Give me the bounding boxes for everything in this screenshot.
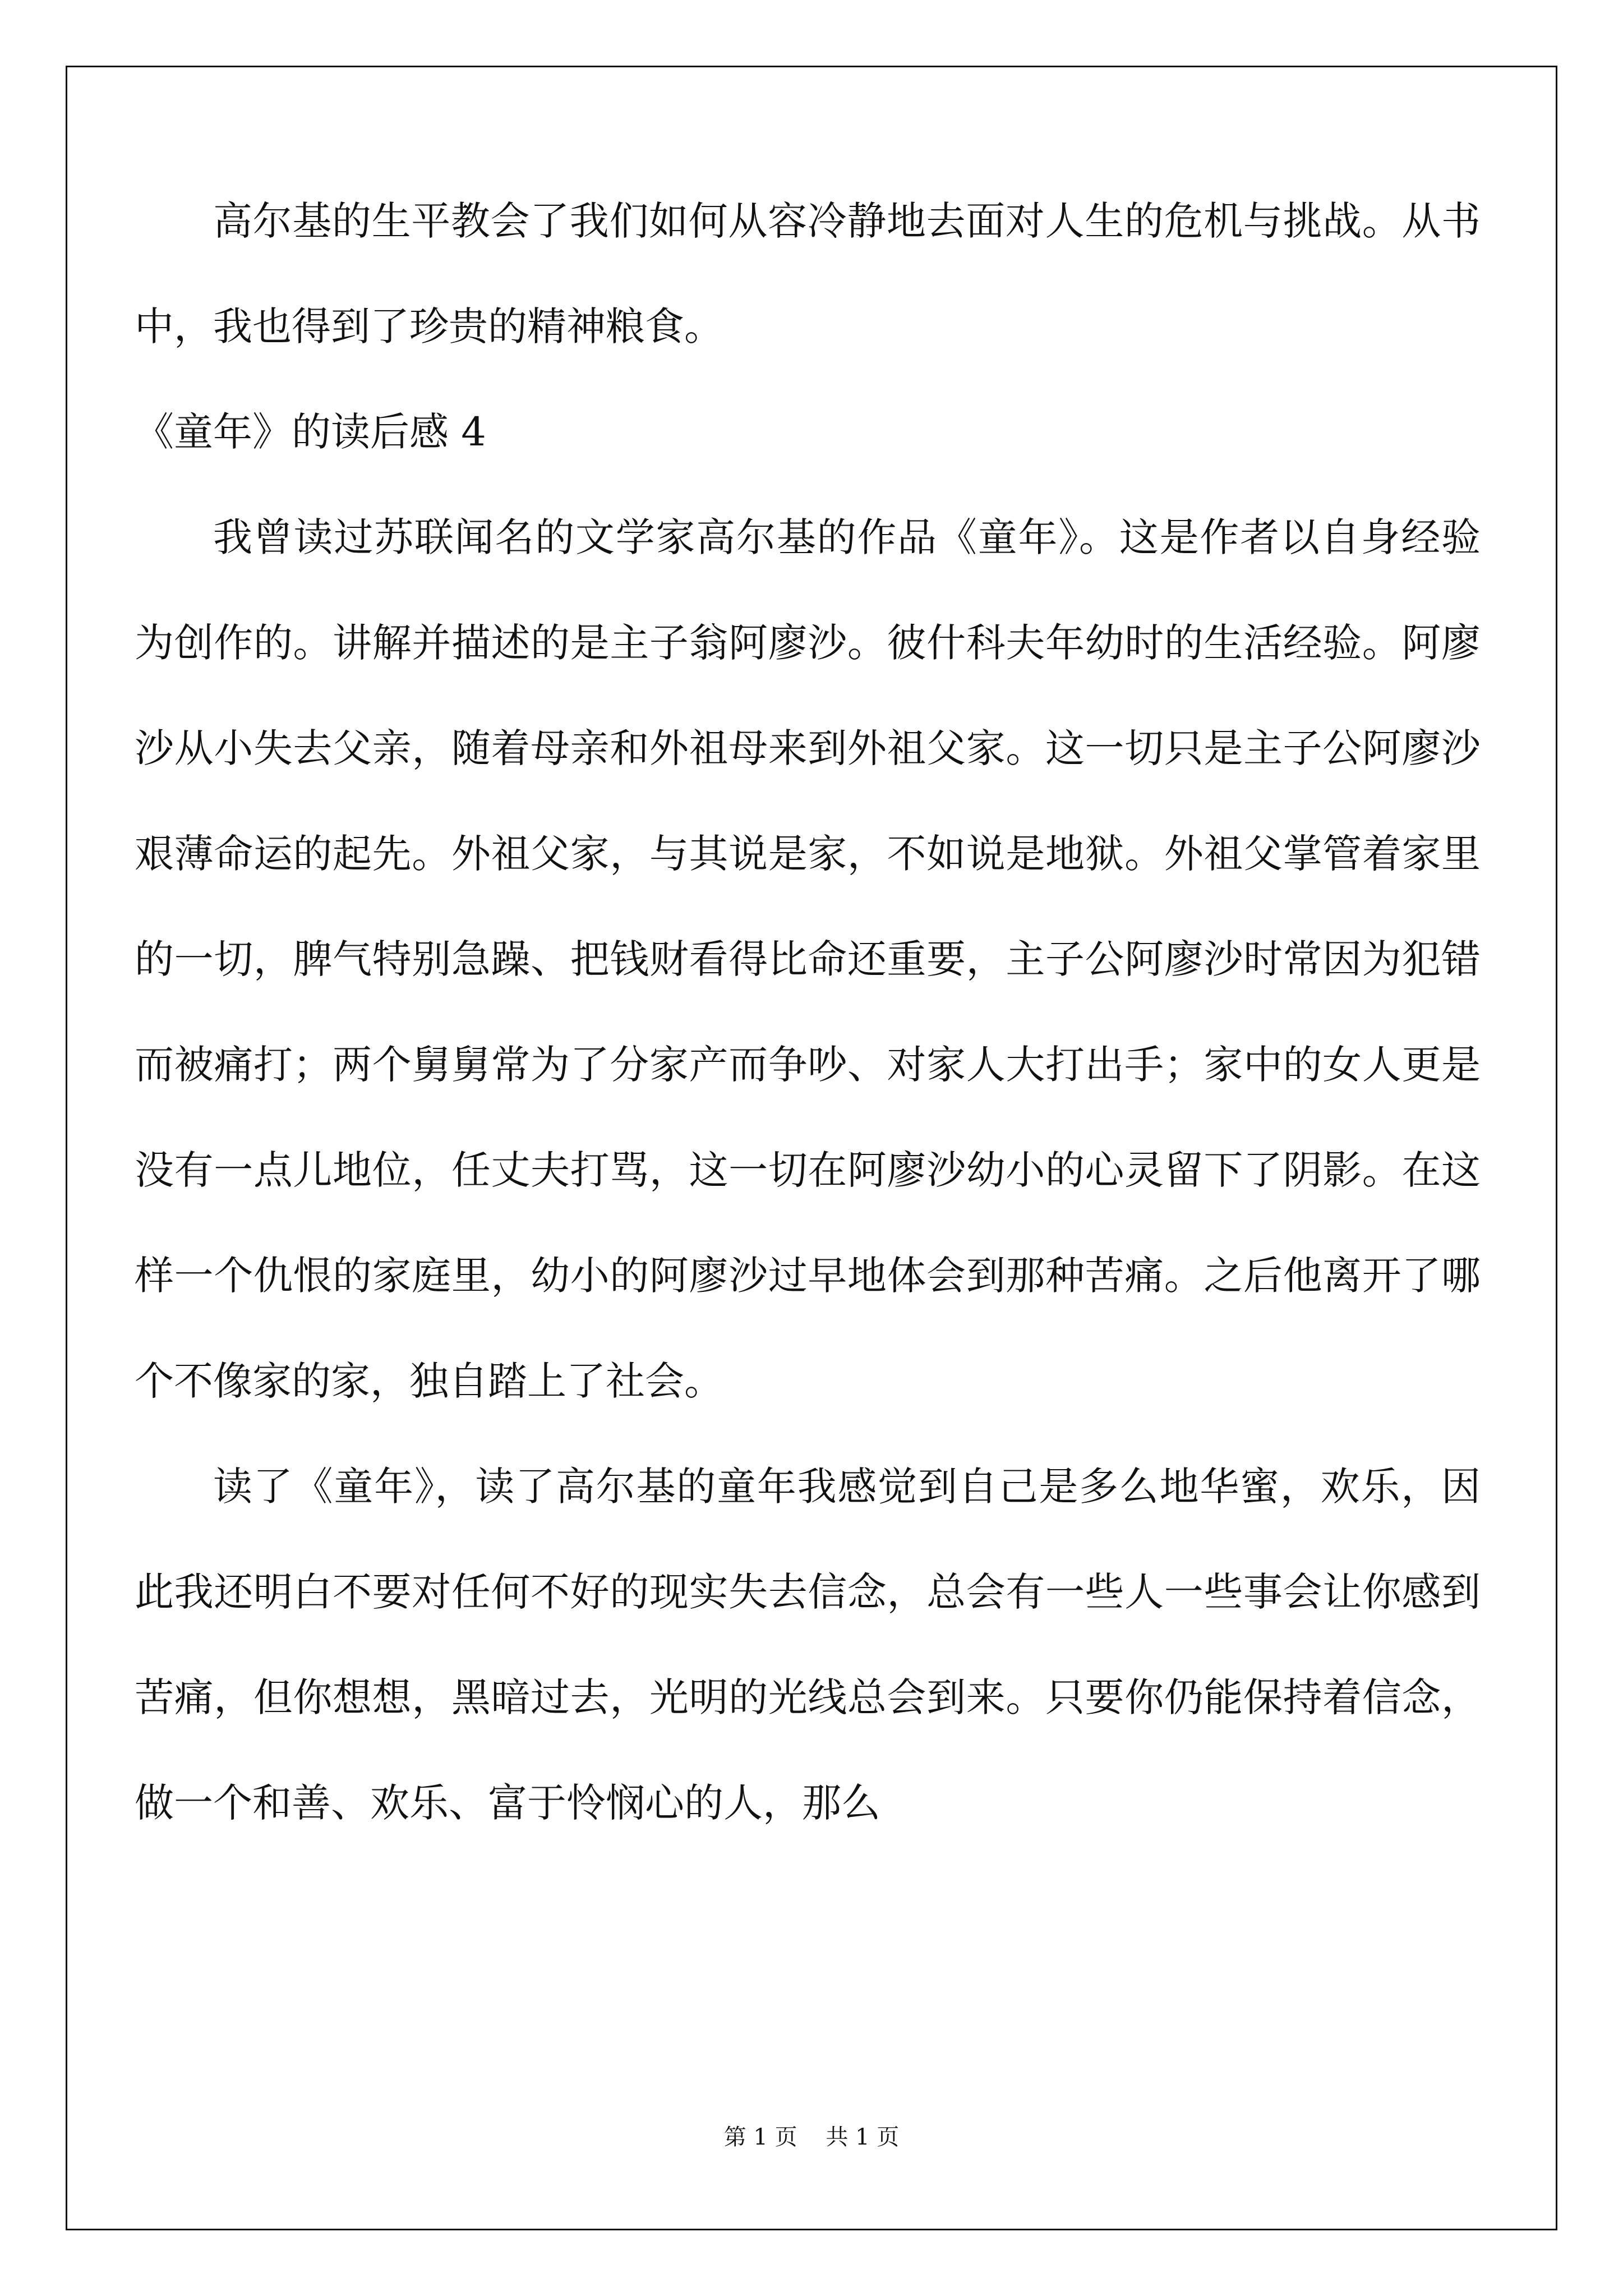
- document-body: [135, 168, 1481, 1856]
- paragraph-reflection: 读了《童年》，读了高尔基的童年我感觉到自己是多么地华蜜，欢乐，因此我还明白不要对任何不好的现实失去信念，总会有一些人一些事会让你感到苦痛，但你想想，黑暗过去，光明的光线总会到来。只要你仍能保持着信念，做一个和善、欢乐、富于怜悯心的人，那么: [135, 1464, 1481, 1826]
- section-heading: 《童年》的读后感 4: [135, 409, 486, 455]
- paragraph-summary: 我曾读过苏联闻名的文学家高尔基的作品《童年》。这是作者以自身经验为创作的。讲解并描述的是主子翁阿廖沙。彼什科夫年幼时的生活经验。阿廖沙从小失去父亲，随着母亲和外祖母来到外祖父家。这一切只是主子公阿廖沙艰薄命运的起先。外祖父家，与其说是家，不如说是地狱。外祖父掌管着家里的一切，脾气特别急躁、把钱财看得比命还重要，主子公阿廖沙时常因为犯错而被痛打；两个舅舅常为了分家产而争吵、对家人大打出手；家中的女人更是没有一点儿地位，任丈夫打骂，这一切在阿廖沙幼小的心灵留下了阴影。在这样一个仇恨的家庭里，幼小的阿廖沙过早地体会到那种苦痛。之后他离开了哪个不像家的家，独自踏上了社会。: [135, 514, 1481, 1404]
- paragraph-intro: 高尔基的生平教会了我们如何从容冷静地去面对人生的危机与挑战。从书中，我也得到了珍贵的精神粮食。: [135, 198, 1481, 349]
- page-footer: 第 1 页 共 1 页: [723, 2124, 900, 2150]
